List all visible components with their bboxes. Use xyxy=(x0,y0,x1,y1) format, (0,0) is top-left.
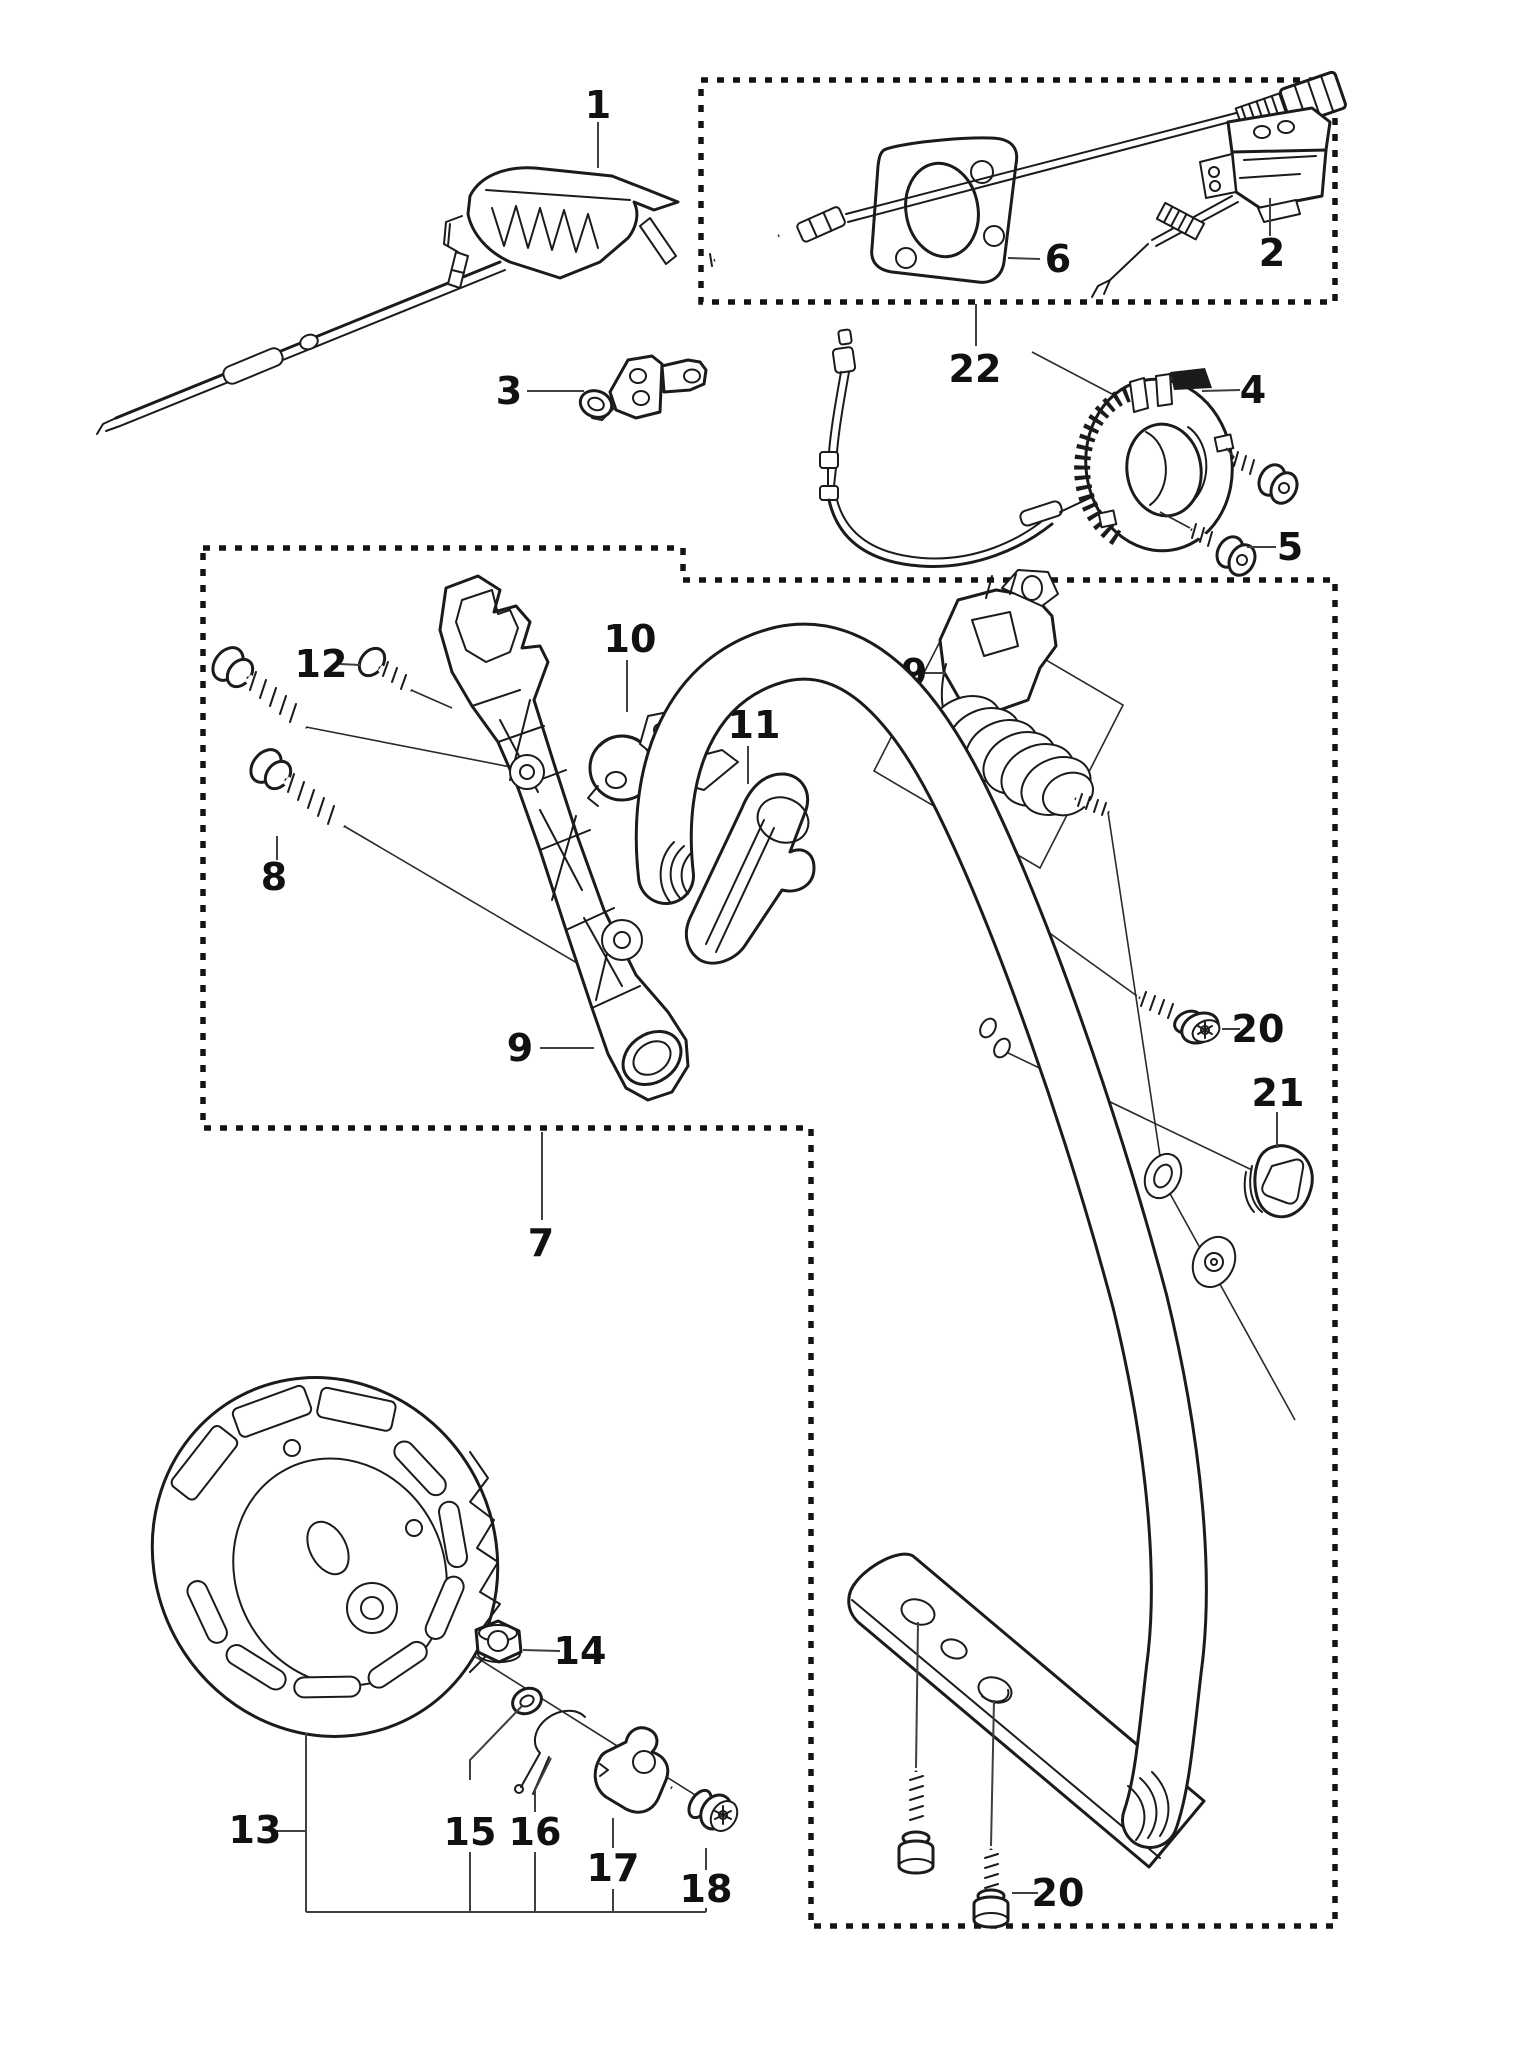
part-5-screw-a xyxy=(1234,452,1302,508)
callout-14: 14 xyxy=(553,1629,607,1673)
part-20-screw-bottom-right xyxy=(974,1850,1008,1927)
callout-20-upper: 20 xyxy=(1231,1007,1285,1051)
assembly-line-12 xyxy=(411,690,452,708)
callout-3: 3 xyxy=(495,369,523,413)
callout-1: 1 xyxy=(584,83,612,127)
part-12-screw xyxy=(354,643,411,690)
callout-9: 9 xyxy=(506,1026,534,1070)
cable-sleeve xyxy=(221,346,285,386)
callout-22: 22 xyxy=(948,347,1002,391)
part-2-switch-harness xyxy=(1092,108,1330,297)
part-8-screw-long-b xyxy=(245,744,344,826)
part-20-screw-upper xyxy=(1140,992,1223,1049)
callout-7: 7 xyxy=(527,1221,555,1265)
part-8-screw-long-a xyxy=(207,642,306,727)
part-17-starter-pawl xyxy=(595,1728,668,1812)
part-4-cable-and-adjuster-ring xyxy=(820,329,1243,566)
part-21-grommet xyxy=(1245,1146,1313,1217)
part-5-screw-b xyxy=(1192,524,1260,580)
callout-6: 6 xyxy=(1044,237,1072,281)
callout-16: 16 xyxy=(508,1810,562,1854)
callout-18: 18 xyxy=(679,1867,733,1911)
callout-20-lower: 20 xyxy=(1031,1871,1085,1915)
callout-8: 8 xyxy=(260,855,288,899)
part-14-flange-nut xyxy=(476,1621,521,1662)
callout-11: 11 xyxy=(727,703,781,747)
callout-5: 5 xyxy=(1276,525,1304,569)
part-16-wire-clip xyxy=(515,1711,585,1794)
leader-line-4 xyxy=(1202,390,1240,391)
callout-13: 13 xyxy=(228,1808,282,1852)
callout-12: 12 xyxy=(294,642,348,686)
part-18-screw-with-washer xyxy=(672,1787,743,1836)
part-20-screw-bottom-left xyxy=(899,1772,933,1873)
callout-10: 10 xyxy=(603,617,657,661)
leader-line-6 xyxy=(1008,258,1040,259)
callout-2: 2 xyxy=(1258,231,1286,275)
part-3-bracket xyxy=(577,356,706,422)
callout-19: 19 xyxy=(874,651,928,695)
callout-15: 15 xyxy=(443,1810,497,1854)
callout-17: 17 xyxy=(586,1846,640,1890)
assembly-line-8a xyxy=(306,727,516,768)
part-13-flywheel xyxy=(89,1316,560,1797)
callout-21: 21 xyxy=(1251,1071,1305,1115)
callout-4: 4 xyxy=(1239,368,1267,412)
